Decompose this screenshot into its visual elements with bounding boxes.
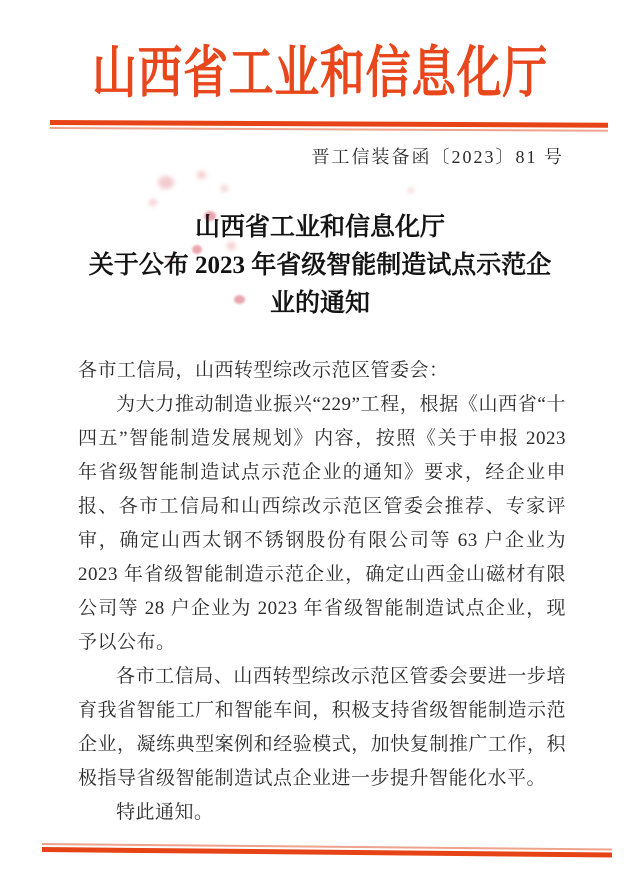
document-title-line-3: 业的通知 <box>269 290 370 317</box>
stamp-speck <box>408 188 414 193</box>
header-divider-rule <box>50 120 608 132</box>
header-rule-thin-bar <box>50 127 608 132</box>
document-body <box>78 354 566 830</box>
body-paragraph-closing: 特此通知。 <box>116 802 214 823</box>
body-paragraph-2: 各市工信局、山西转型综改示范区管委会要进一步培育我省智能工厂和智能车间，积极支持省级智能制造示范企业，凝练典型案例和经验模式，加快复制推广工作，积极指导省级智能制造试点企业进一步提升智能化水平。 <box>78 666 566 789</box>
document-title-line-2: 关于公布 2023 年省级智能制造试点示范企 <box>88 252 552 279</box>
agency-masthead-title: 山西省工业和信息化厅 <box>92 43 548 105</box>
stamp-speck <box>221 185 228 192</box>
document-title <box>40 209 600 323</box>
footer-divider-rule <box>42 843 612 857</box>
document-title-line-1: 山西省工业和信息化厅 <box>194 214 445 241</box>
document-reference-number: 晋工信装备函〔2023〕81 号 <box>311 147 564 167</box>
stamp-speck <box>158 176 174 189</box>
body-paragraph-1: 为大力推动制造业振兴“229”工程，根据《山西省“十四五”智能制造发展规划》内容，按照《关于申报 2023 年省级智能制造试点示范企业的通知》要求，经企业申报、各市工信局和山西综改示范区管委会推荐、专家评审，确定山西太钢不锈钢股份有限公司等 63 户企业为 2023 年省级智能制造示范企业，确定山西金山磁材有限公司等 28 户企业为 2023 年省级智能制造试点企业，现予以公布。 <box>78 394 566 653</box>
salutation-line: 各市工信局，山西转型综改示范区管委会： <box>78 360 449 381</box>
stamp-speck <box>149 199 157 206</box>
stamp-speck <box>197 171 206 179</box>
